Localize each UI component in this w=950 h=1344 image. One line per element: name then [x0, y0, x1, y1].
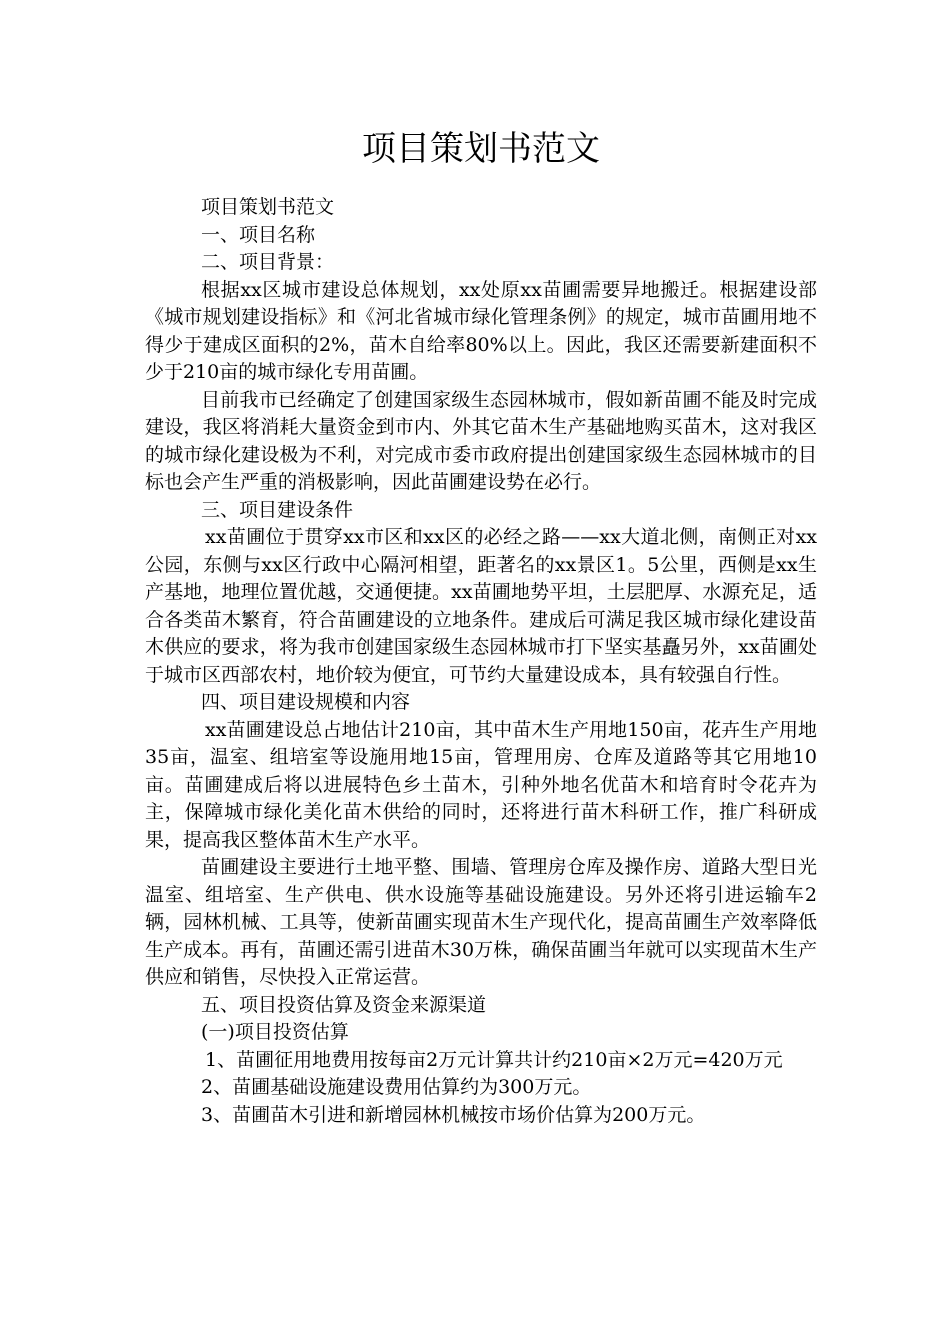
document-body [145, 194, 817, 1129]
subheading-investment-estimate: (一)项目投资估算 [201, 1021, 349, 1043]
paragraph-doc-name: 项目策划书范文 [201, 196, 335, 218]
paragraph-background-2: 目前我市已经确定了创建国家级生态园林城市，假如新苗圃不能及时完成建设，我区将消耗大量资金到市内、外其它苗木生产基础地购买苗木，这对我区的城市绿化建设极为不利，对完成市委市政府提出创建国家级生态园林城市的目标也会产生严重的消极影响，因此苗圃建设势在必行。 [145, 388, 817, 493]
heading-project-name: 一、项目名称 [201, 223, 316, 246]
list-item-seedling-machinery-cost: 3、苗圃苗木引进和新增园林机械按市场价估算为200万元。 [201, 1103, 706, 1126]
paragraph-scale-1: xx苗圃建设总占地估计210亩，其中苗木生产用地150亩，花卉生产用地35亩，温室、组培室等设施用地15亩，管理用房、仓库及道路等其它用地10亩。苗圃建成后将以进展特色乡土苗木，引种外地名优苗木和培育时令花卉为主，保障城市绿化美化苗木供给的同时，还将进行苗木科研工作，推广科研成果，提高我区整体苗木生产水平。 [145, 718, 817, 851]
heading-construction-conditions: 三、项目建设条件 [201, 498, 354, 521]
heading-investment: 五、项目投资估算及资金来源渠道 [201, 993, 487, 1016]
paragraph-background-1: 根据xx区城市建设总体规划，xx处原xx苗圃需要异地搬迁。根据建设部《城市规划建设指标》和《河北省城市绿化管理条例》的规定，城市苗圃用地不得少于建成区面积的2%，苗木自给率80%以上。因此，我区还需要新建面积不少于210亩的城市绿化专用苗圃。 [145, 278, 817, 383]
paragraph-scale-2: 苗圃建设主要进行土地平整、围墙、管理房仓库及操作房、道路大型日光温室、组培室、生产供电、供水设施等基础设施建设。另外还将引进运输车2辆，园林机械、工具等，使新苗圃实现苗木生产现代化，提高苗圃生产效率降低生产成本。再有，苗圃还需引进苗木30万株，确保苗圃当年就可以实现苗木生产供应和销售，尽快投入正常运营。 [145, 856, 817, 988]
heading-scale-content: 四、项目建设规模和内容 [201, 691, 411, 713]
list-item-land-cost: 1、苗圃征用地费用按每亩2万元计算共计约210亩×2万元=420万元 [205, 1048, 783, 1071]
heading-project-background: 二、项目背景： [201, 251, 335, 273]
paragraph-conditions: xx苗圃位于贯穿xx市区和xx区的必经之路——xx大道北侧，南侧正对xx公园，东侧与xx区行政中心隔河相望，距著名的xx景区1。5公里，西侧是xx生产基地，地理位置优越，交通便捷。xx苗圃地势平坦，土层肥厚、水源充足，适合各类苗木繁育，符合苗圃建设的立地条件。建成后可满足我区城市绿化建设苗木供应的要求，将为我市创建国家级生态园林城市打下坚实基矗另外，xx苗圃处于城市区西部农村，地价较为便宜，可节约大量建设成本，具有较强自行性。 [145, 526, 817, 686]
document-title: 项目策划书范文 [362, 129, 600, 169]
list-item-infrastructure-cost: 2、苗圃基础设施建设费用估算约为300万元。 [201, 1076, 592, 1098]
